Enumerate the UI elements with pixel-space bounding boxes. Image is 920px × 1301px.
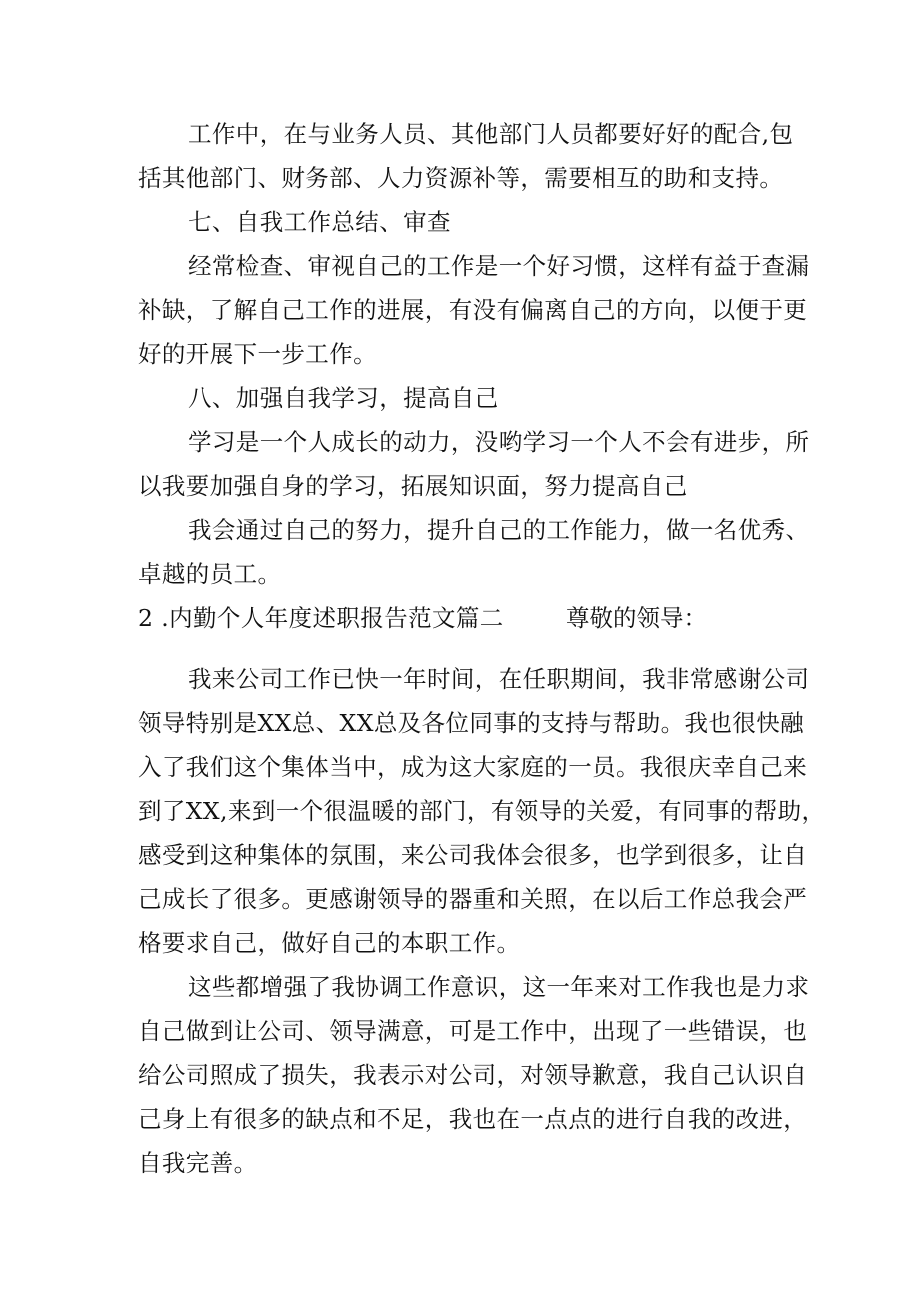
text-line: 给公司照成了损失，我表示对公司，对领导歉意，我自己认识自	[138, 1061, 808, 1089]
text-line: 我来公司工作已快一年时间，在任职期间，我非常感谢公司	[188, 665, 810, 693]
text-line: 工作中，在与业务人员、其他部门人员都要好好的配合,包	[188, 120, 794, 148]
text-line: 以我要加强自身的学习，拓展知识面，努力提高自己	[138, 472, 688, 500]
section-heading: 八、加强自我学习，提高自己	[188, 384, 499, 412]
text-line: 括其他部门、财务部、人力资源补等，需要相互的助和支持。	[138, 164, 784, 192]
text-line: 感受到这种集体的氛围，来公司我体会很多，也学到很多，让自	[138, 841, 808, 869]
section-heading: 七、自我工作总结、审查	[188, 208, 451, 236]
text-line: 这些都增强了我协调工作意识，这一年来对工作我也是力求	[188, 973, 810, 1001]
text-line: 补缺，了解自己工作的进展，有没有偏离自己的方向，以便于更	[138, 296, 808, 324]
text-line: 好的开展下一步工作。	[138, 340, 377, 368]
salutation: 尊敬的领导：	[566, 604, 707, 632]
text-line: 己成长了很多。更感谢领导的器重和关照，在以后工作总我会严	[138, 885, 808, 913]
text-line: 领导特别是XX总、XX总及各位同事的支持与帮助。我也很快融	[138, 709, 805, 737]
article-title: 2 .内勤个人年度述职报告范文篇二	[138, 604, 504, 632]
text-line: 到了XX,来到一个很温暖的部门，有领导的关爱，有同事的帮助，	[138, 797, 826, 825]
text-line: 格要求自己，做好自己的本职工作。	[138, 929, 521, 957]
text-line: 己身上有很多的缺点和不足，我也在一点点的进行自我的改进，	[138, 1105, 808, 1133]
text-line: 我会通过自己的努力，提升自己的工作能力，做一名优秀、	[188, 516, 810, 544]
text-line: 自己做到让公司、领导满意，可是工作中，出现了一些错误，也	[138, 1017, 808, 1045]
text-line: 入了我们这个集体当中，成为这大家庭的一员。我很庆幸自己来	[138, 753, 808, 781]
text-line: 自我完善。	[138, 1149, 258, 1177]
text-line: 卓越的员工。	[138, 560, 282, 588]
text-line: 学习是一个人成长的动力，没哟学习一个人不会有进步，所	[188, 428, 810, 456]
text-line: 经常检查、审视自己的工作是一个好习惯，这样有益于查漏	[188, 252, 810, 280]
